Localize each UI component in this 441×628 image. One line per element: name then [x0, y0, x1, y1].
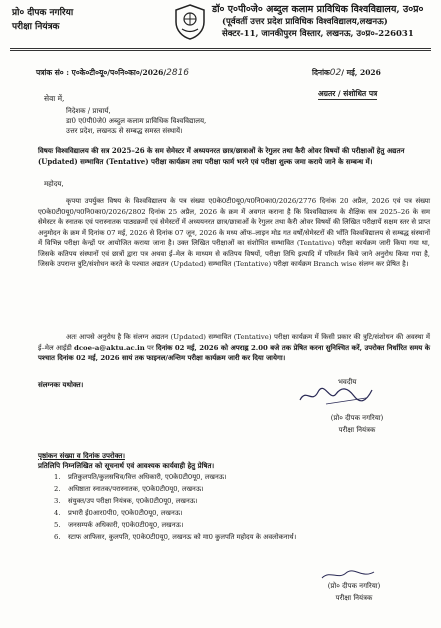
list-number: 6.: [54, 533, 61, 542]
subject-block: [38, 146, 430, 167]
list-text: प्रभारी ई0आर0पी0, ए0के0टी0यू0, लखनऊ।: [68, 509, 183, 518]
para2-deadline: दिनांक 02 मई, 2026 को अपराह्न 2.00 बजे तक प्रेषित करना सुनिश्चित करें, उपरोक्त निर्धारित समय के पश्चात दिनांक 02 मई, 2026 सायं तक फाइनल/अन्तिम परीक्षा कार्यक्रम जारी कर दिया जायेगा।: [38, 343, 430, 362]
action-label: अग्रतर / संशोधित पत्र: [318, 89, 378, 98]
list-number: 4.: [54, 509, 61, 518]
body-paragraph-2: [38, 332, 430, 364]
para2-text-b: पर: [147, 343, 154, 352]
header-left: [12, 6, 73, 34]
list-number: 1.: [54, 473, 61, 481]
date-prefix: दिनांक: [312, 68, 330, 77]
university-header: [212, 3, 437, 40]
list-item: [54, 531, 296, 543]
list-item: [54, 495, 296, 507]
list-item: [54, 483, 296, 495]
letter-number-prefix: पत्रांक सं० : ए०के०टी०यू०/प०नि०का०/2026/: [36, 68, 167, 77]
university-name: डॉ० ए०पी०जे० अब्दुल कलाम प्राविधिक विश्वविद्यालय, उ०प्र०: [212, 4, 424, 15]
letter-number-handwritten: 2816: [166, 68, 190, 78]
list-item: [54, 507, 296, 519]
greeting: महोदय,: [44, 180, 64, 188]
closing-bhavdiya: भवदीय: [338, 378, 357, 386]
list-number: 2.: [54, 485, 61, 494]
controller-title: परीक्षा नियंत्रक: [12, 22, 60, 32]
signatory-1-name: (प्रो० दीपक नगरिया): [330, 414, 384, 422]
copy-to-heading: [38, 451, 214, 471]
list-text: अधिष्ठाता स्नातक/परास्नातक, ए0के0टी0यू0, लखनऊ।: [68, 485, 204, 494]
signature-mark-1: [296, 384, 376, 408]
list-number: 3.: [54, 497, 61, 506]
university-logo-icon: [174, 4, 206, 40]
controller-name: प्रो० दीपक नगरिया: [12, 8, 74, 18]
subject-text: विश्वविद्यालय की सत्र 2025–26 के सम सेमेस्टर में अध्ययनरत छात्र/छात्राओं के रेगुलर तथा कैरी ओवर विषयों की परीक्षाओं हेतु अद्यतन (Updated) सम्भावित (Tentative) परीक्षा कार्यक्रम तथा परीक्षा फार्म भरने एवं परीक्षा शुल्क जमा कराये जाने के सम्बन्ध में।: [38, 146, 405, 166]
list-text: प्रतिकुलपति/कुलसचिव/वित्त अधिकारी, ए0के0टी0यू0, लखनऊ।: [68, 473, 227, 481]
addressee-line: निदेशक / प्राचार्य,: [66, 107, 111, 115]
university-address: सेक्टर-11, जानकीपुरम विस्तार, लखनऊ, उ०प्र०-226031: [222, 29, 414, 39]
copy-to-list: [54, 471, 296, 544]
subject-label: विषयः: [38, 146, 54, 155]
university-former-name: (पूर्ववर्ती उत्तर प्रदेश प्राविधिक विश्वविद्यालय,लखनऊ): [222, 17, 388, 27]
list-number: 5.: [54, 521, 61, 530]
header-divider-2: [10, 50, 431, 51]
copy-intro: प्रतिलिपि निम्नलिखित को सूचनार्थ एवं आवश्यक कार्यवाही हेतु प्रेषित।: [38, 461, 215, 470]
list-text: स्टाफ आफिसर, कुलपति, ए0के0टी0यू0, लखनऊ को मा0 कुलपति महोदय के अवलोकनार्थ।: [68, 533, 297, 542]
letter-number: [36, 68, 189, 78]
copy-ref: पृष्ठांकन संख्या व दिनांक उपरोक्त।: [38, 451, 125, 460]
salutation-sewa: सेवा में,: [44, 94, 65, 103]
list-item: [54, 471, 296, 483]
addressee-block: [66, 106, 206, 136]
body-paragraph-1: कृपया उपर्युक्त विषय के विश्वविद्यालय के पत्र संख्या ए0के0टी0यू0/प0नि0का0/2026/2776 दिनांक 20 अप्रैल, 2026 एवं पत्र संख्या ए0के0टी0यू0/प0नि0का0/2026/2802 दिनांक 25 अप्रैल, 2026 के क्रम में अवगत कराना है कि विश्वविद्यालय के शैक्षिक सत्र 2025–26 के सम सेमेस्टर के स्नातक एवं परास्नातक पाठ्यक्रमों एवं सेमेस्टरों में अध्ययनरत छात्र/छात्राओं के रेगुलर तथा कैरी ओवर विषयों की लिखित परीक्षायें सक्षम स्तर से प्राप्त अनुमोदन के क्रम में दिनांक 07 मई, 2026 से दिनांक 07 जून, 2026 के मध्य ऑफ–लाइन मोड गत वर्षों/सेमेस्टरों की भाँति विश्वविद्यालय से सम्बद्ध संस्थानों में विभिन्न परीक्षा केन्द्रों पर आयोजित कराया जाना है। उक्त लिखित परीक्षाओं का संशोधित सम्भावित (Tentative) परीक्षा कार्यक्रम जारी किया गया था, जिसके कतिपय संस्थानों एवं छात्रों द्वारा पत्र अथवा ई–मेल के माध्यम से कतिपय विषयों, परीक्षा तिथि इत्यादि में परिवर्तन किये जाने अनुरोध किया गया है, जिसके उपरान्त त्रुटि/संशोधन करते के पश्चात अद्यतन (Updated) सम्भावित (Tentative) परीक्षा कार्यक्रम Branch wise संलग्न कर प्रेषित है।: [38, 197, 430, 268]
addressee-line: उत्तर प्रदेश, लखनऊ से सम्बद्ध समस्त संस्थायें।: [66, 127, 183, 135]
enclosure: संलग्नकः यथोक्त।: [38, 380, 84, 389]
header-divider: [10, 48, 431, 49]
para2-text-a: अतः आपसे अनुरोध है कि संलग्न अद्यतन (Updated) सम्भावित (Tentative) परीक्षा कार्यक्रम में किसी प्रकार की त्रुटि/संशोधन की अवस्था में ई–मेल आईडी: [38, 333, 430, 352]
list-text: जनसम्पर्क अधिकारी, ए0के0टी0यू0, लखनऊ।: [68, 521, 184, 530]
signatory-1-designation: परीक्षा नियंत्रक: [338, 426, 376, 434]
signatory-2: [304, 580, 404, 604]
signatory-2-name: (प्रो० दीपक नगरिया): [327, 582, 381, 590]
addressee-line: डा0 ए0पी0जे0 अब्दुल कलाम प्राविधिक विश्वविद्यालय,: [66, 117, 207, 125]
letter-date: [312, 68, 381, 78]
list-item: [54, 519, 296, 531]
list-text: संयुक्त/उप परीक्षा नियंत्रक, ए0के0टी0यू0, लखनऊ।: [68, 497, 198, 506]
date-handwritten: 02: [329, 68, 342, 78]
date-suffix: / मई, 2026: [341, 68, 381, 77]
signatory-1: [312, 412, 402, 436]
signatory-2-designation: परीक्षा नियंत्रक: [335, 594, 373, 602]
contact-email: dcoe-a@aktu.ac.in: [74, 343, 145, 352]
